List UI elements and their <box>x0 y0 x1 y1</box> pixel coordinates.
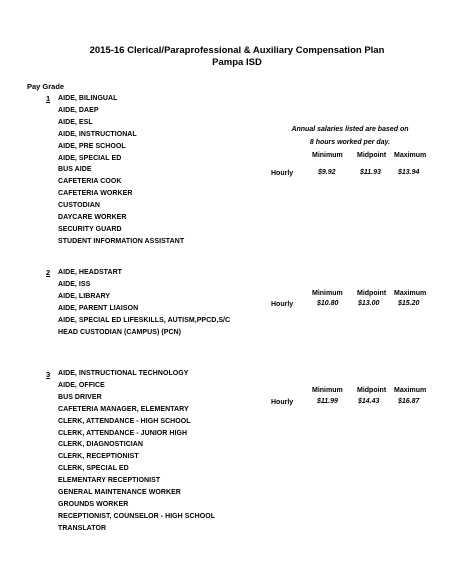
list-item: AIDE, ESL <box>58 118 93 126</box>
minimum-value: $9.92 <box>318 169 336 176</box>
list-item: AIDE, PARENT LIAISON <box>58 304 139 312</box>
list-item: AIDE, PRE SCHOOL <box>58 142 126 150</box>
midpoint-value: $14.43 <box>358 398 380 405</box>
position-list <box>58 93 184 248</box>
list-item: AIDE, HEADSTART <box>58 269 123 276</box>
grade-number: 1 <box>46 94 51 103</box>
rate-label: Hourly <box>271 399 294 406</box>
minimum-value: $11.99 <box>317 398 338 405</box>
minimum-header: Minimum <box>312 152 343 159</box>
list-item: AIDE, DAEP <box>58 106 99 114</box>
list-item: AIDE, OFFICE <box>58 381 105 389</box>
list-item: TRANSLATOR <box>58 524 107 532</box>
minimum-header: Minimum <box>312 387 343 394</box>
maximum-header: Maximum <box>394 290 427 297</box>
list-item: CAFETERIA WORKER <box>58 190 133 198</box>
list-item: CUSTODIAN <box>58 202 100 210</box>
list-item: CLERK, ATTENDANCE - JUNIOR HIGH <box>58 429 188 437</box>
list-item: GROUNDS WORKER <box>58 500 129 508</box>
rate-label: Hourly <box>271 170 294 177</box>
position-list <box>58 267 230 338</box>
note-line: 8 hours worked per day. <box>309 138 391 146</box>
list-item: DAYCARE WORKER <box>58 214 127 222</box>
minimum-header: Minimum <box>312 290 343 297</box>
list-item: BUS AIDE <box>58 166 92 174</box>
list-item: ELEMENTARY RECEPTIONIST <box>58 477 161 485</box>
list-item: CLERK, RECEPTIONIST <box>58 453 139 461</box>
maximum-value: $15.20 <box>398 300 420 307</box>
list-item: AIDE, BILINGUAL <box>58 95 118 102</box>
grade-number: 3 <box>46 370 51 379</box>
maximum-header: Maximum <box>394 387 427 394</box>
list-item: CAFETERIA COOK <box>58 178 122 186</box>
salary-note <box>280 124 420 149</box>
list-item: HEAD CUSTODIAN (CAMPUS) (PCN) <box>58 328 182 336</box>
list-item: AIDE, SPECIAL ED <box>58 154 122 162</box>
rate-label: Hourly <box>271 301 294 308</box>
list-item: STUDENT INFORMATION ASSISTANT <box>58 237 185 245</box>
list-item: CLERK, DIAGNOSTICIAN <box>58 441 143 449</box>
maximum-value: $13.94 <box>398 169 420 176</box>
page-title: 2015-16 Clerical/Paraprofessional & Auxiliary Compensation Plan <box>89 45 385 56</box>
list-item: RECEPTIONIST, COUNSELOR - HIGH SCHOOL <box>58 512 216 520</box>
midpoint-value: $11.93 <box>360 169 381 176</box>
midpoint-header: Midpoint <box>357 290 387 297</box>
list-item: AIDE, INSTRUCTIONAL <box>58 130 137 138</box>
list-item: GENERAL MAINTENANCE WORKER <box>58 489 181 497</box>
midpoint-value: $13.00 <box>358 300 380 307</box>
list-item: BUS DRIVER <box>58 393 102 401</box>
list-item: CAFETERIA MANAGER, ELEMENTARY <box>58 405 189 413</box>
midpoint-header: Midpoint <box>357 387 387 394</box>
position-list <box>58 368 215 535</box>
list-item: AIDE, ISS <box>58 280 91 288</box>
grade-number: 2 <box>46 268 51 277</box>
maximum-value: $16.87 <box>398 398 420 405</box>
minimum-value: $10.80 <box>317 300 339 307</box>
pay-grade-label: Pay Grade <box>27 82 65 91</box>
maximum-header: Maximum <box>394 152 427 159</box>
list-item: CLERK, SPECIAL ED <box>58 465 129 473</box>
list-item: AIDE, SPECIAL ED LIFESKILLS, AUTISM,PPCD,S/C <box>58 316 231 324</box>
list-item: AIDE, INSTRUCTIONAL TECHNOLOGY <box>58 370 189 377</box>
list-item: CLERK, ATTENDANCE - HIGH SCHOOL <box>58 417 191 425</box>
note-line: Annual salaries listed are based on <box>291 126 409 133</box>
district-name: Pampa ISD <box>212 57 262 68</box>
list-item: SECURITY GUARD <box>58 225 122 233</box>
midpoint-header: Midpoint <box>357 152 387 159</box>
list-item: AIDE, LIBRARY <box>58 292 111 300</box>
